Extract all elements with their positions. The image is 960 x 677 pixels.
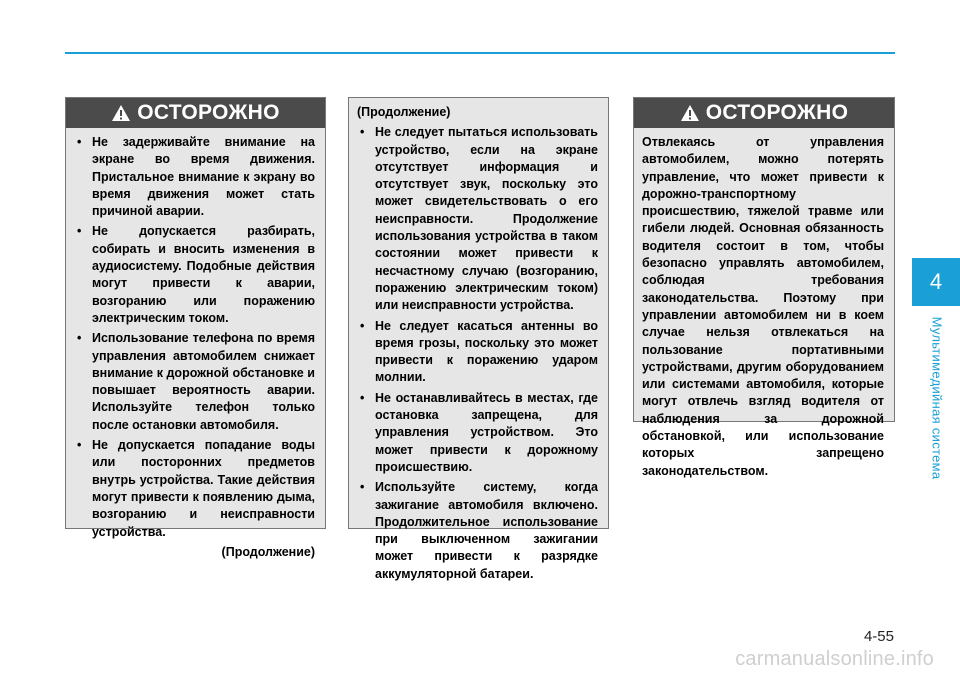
warning-title: ОСТОРОЖНО	[137, 101, 280, 124]
warning-content-left	[66, 128, 325, 567]
page-number: 4-55	[863, 628, 894, 645]
warning-content-middle	[349, 98, 608, 592]
watermark: carmanualsonline.info	[735, 648, 934, 670]
top-rule	[65, 52, 895, 54]
chapter-title: Мультимедийная система	[929, 316, 945, 480]
warning-header-right	[634, 98, 894, 128]
list-item: • Использование телефона по время управления автомобилем снижает внимание к дорожной обстановке и повышает вероятность аварии. Используйте телефон только после остановки автомобиля.	[74, 330, 315, 434]
warning-paragraph: Отвлекаясь от управления автомобилем, можно потерять управление, что может привести к дорожно-транспортному происшествию, тяжелой травме или гибели людей. Основная обязанность водителя состоит в том, чтобы безопасно управлять автомобилем, соблюдая требования законодательства. Поэтому при управлении автомобилем ни в коем случае нельзя отвлекаться на пользование портативными устройствами, другим оборудованием или системами автомобиля, которые могут отвлечь взгляд водителя от наблюдения за дорожной обстановкой, или использование которых запрещено законодательством.	[642, 135, 884, 478]
list-item: • Не следует касаться антенны во время грозы, поскольку это может привести к поражению ударом молнии.	[357, 318, 598, 387]
chapter-number: 4	[929, 269, 943, 294]
continued-label: (Продолжение)	[357, 105, 451, 119]
warning-triangle-icon	[680, 104, 700, 122]
chapter-tab	[912, 258, 960, 306]
list-item: • Не останавливайтесь в местах, где остановка запрещена, для управления устройством. Это может привести к дорожному происшествию.	[357, 390, 598, 476]
warning-title: ОСТОРОЖНО	[705, 101, 849, 124]
list-item: • Используйте систему, когда зажигание автомобиля включено. Продолжительное использование при выключенном зажигании может привести к разрядке аккумуляторной батареи.	[357, 479, 598, 583]
warning-box-right	[633, 97, 895, 478]
warning-content-right	[634, 128, 894, 486]
list-item: • Не задерживайте внимание на экране во время движения. Пристальное внимание к экрану во время движения может стать причиной аварии.	[74, 134, 315, 220]
warning-header-left	[66, 98, 325, 128]
warning-box-left	[65, 97, 326, 559]
warning-box-middle	[348, 97, 609, 581]
list-item: • Не допускается попадание воды или посторонних предметов внутрь устройства. Такие действия могут привести к появлению дыма, возгоранию и неисправности устройства.	[74, 437, 315, 541]
list-item: • Не следует пытаться использовать устройство, если на экране отсутствует информация и отсутствует звук, поскольку это может свидетельствовать о его неисправности. Продолжение использования устройства в таком состоянии может привести к несчастному случаю (возгоранию, поражению электрическим током) или неисправности устройства.	[357, 124, 598, 314]
continued-label: (Продолжение)	[221, 544, 315, 559]
list-item: • Не допускается разбирать, собирать и вносить изменения в аудиосистему. Подобные действия могут привести к аварии, возгоранию или поражению электрическим током.	[74, 223, 315, 327]
warning-triangle-icon	[111, 104, 131, 122]
